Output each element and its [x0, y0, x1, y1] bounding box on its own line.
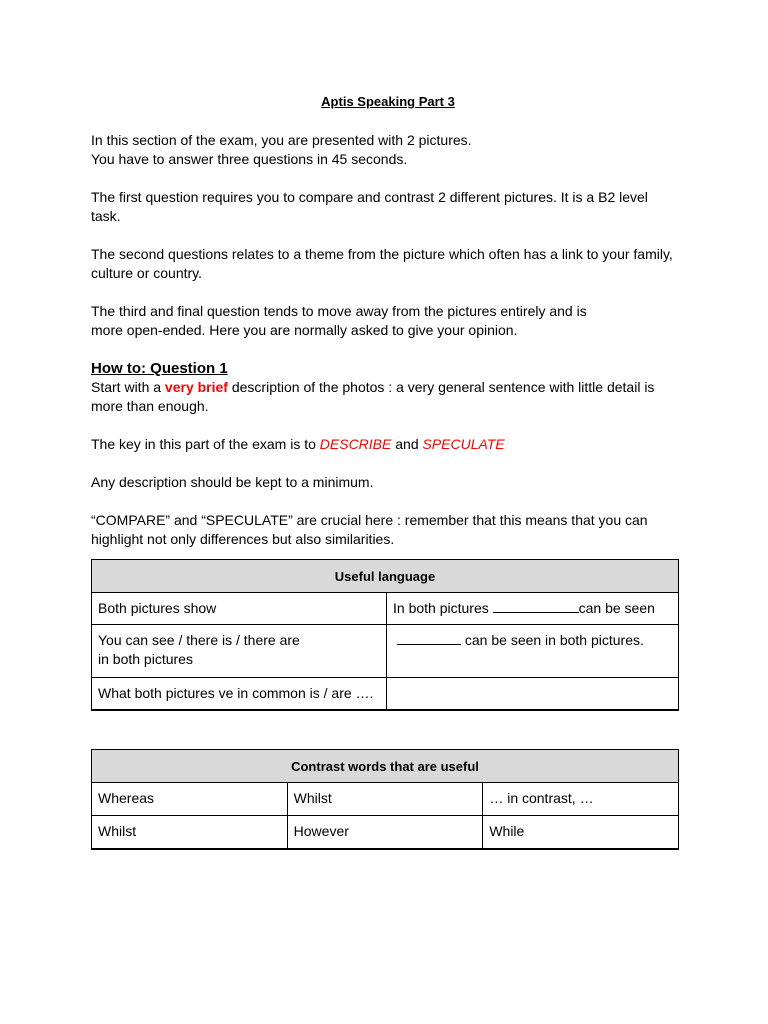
contrast-cell: While — [483, 816, 679, 850]
start-brief-paragraph — [91, 378, 681, 397]
describe-emphasis: DESCRIBE — [319, 436, 392, 452]
second-question-line-2: culture or country. — [91, 265, 203, 281]
speculate-emphasis: SPECULATE — [422, 436, 505, 452]
useful-cell — [387, 593, 679, 625]
table-row — [92, 783, 679, 816]
second-question-line-1: The second questions relates to a theme from the picture which often has a link to your family, — [91, 246, 673, 262]
start-suffix: description of the photos : a very general sentence with little detail is — [227, 379, 655, 395]
contrast-words-table — [91, 749, 679, 850]
third-question-line-2: more open-ended. Here you are normally asked to give your opinion. — [91, 322, 518, 338]
spacer — [91, 454, 681, 473]
minimum-paragraph: Any description should be kept to a minimum. — [91, 474, 374, 490]
spacer — [91, 226, 681, 245]
page-title: Aptis Speaking Part 3 — [321, 94, 455, 109]
how-to-heading: How to: Question 1 — [91, 360, 228, 377]
first-question-paragraph: The first question requires you to compare and contrast 2 different pictures. It is a B2 level task. — [91, 189, 648, 224]
contrast-cell: Whereas — [92, 783, 288, 816]
spacer — [91, 112, 681, 131]
contrast-cell: … in contrast, … — [483, 783, 679, 816]
useful-cell — [387, 625, 679, 678]
useful-language-table — [91, 559, 679, 711]
useful-cell — [387, 678, 679, 711]
table-row — [92, 593, 679, 625]
table-row — [92, 678, 679, 711]
useful-language-header: Useful language — [92, 560, 679, 593]
compare-line-1: “COMPARE” and “SPECULATE” are crucial here : remember that this means that you can — [91, 512, 648, 528]
contrast-cell: Whilst — [92, 816, 288, 850]
key-prefix: The key in this part of the exam is to — [91, 436, 320, 452]
contrast-words-header-row — [92, 750, 679, 783]
useful-cell: What both pictures ve in common is / are …. — [92, 678, 387, 711]
useful-cell-suffix: can be seen in both pictures. — [461, 632, 644, 648]
spacer — [91, 169, 681, 188]
fill-in-blank — [493, 600, 579, 613]
compare-line-2: highlight not only differences but also similarities. — [91, 531, 395, 547]
intro-line-2: You have to answer three questions in 45 seconds. — [91, 151, 408, 167]
key-paragraph — [91, 435, 681, 454]
spacer — [91, 416, 681, 435]
contrast-cell: However — [287, 816, 483, 850]
very-brief-emphasis: very brief — [164, 379, 228, 395]
spacer — [91, 283, 681, 302]
fill-in-blank — [397, 632, 461, 645]
useful-cell: Both pictures show — [92, 593, 387, 625]
spacer — [91, 492, 681, 511]
key-and: and — [391, 436, 423, 452]
third-question-line-1: The third and final question tends to move away from the pictures entirely and is — [91, 303, 587, 319]
spacer — [91, 340, 681, 359]
start-brief-line-2: more than enough. — [91, 398, 209, 414]
document-page — [91, 92, 681, 850]
useful-cell-prefix: In both pictures — [393, 600, 493, 616]
table-row — [92, 625, 679, 678]
table-row — [92, 816, 679, 850]
contrast-words-header: Contrast words that are useful — [92, 750, 679, 783]
intro-line-1: In this section of the exam, you are presented with 2 pictures. — [91, 132, 472, 148]
useful-cell-line-2: in both pictures — [98, 651, 193, 667]
useful-cell-suffix: can be seen — [578, 600, 655, 616]
start-prefix: Start with a — [91, 379, 165, 395]
useful-language-header-row — [92, 560, 679, 593]
useful-cell-line-1: You can see / there is / there are — [98, 632, 300, 648]
useful-cell — [92, 625, 387, 678]
contrast-cell: Whilst — [287, 783, 483, 816]
